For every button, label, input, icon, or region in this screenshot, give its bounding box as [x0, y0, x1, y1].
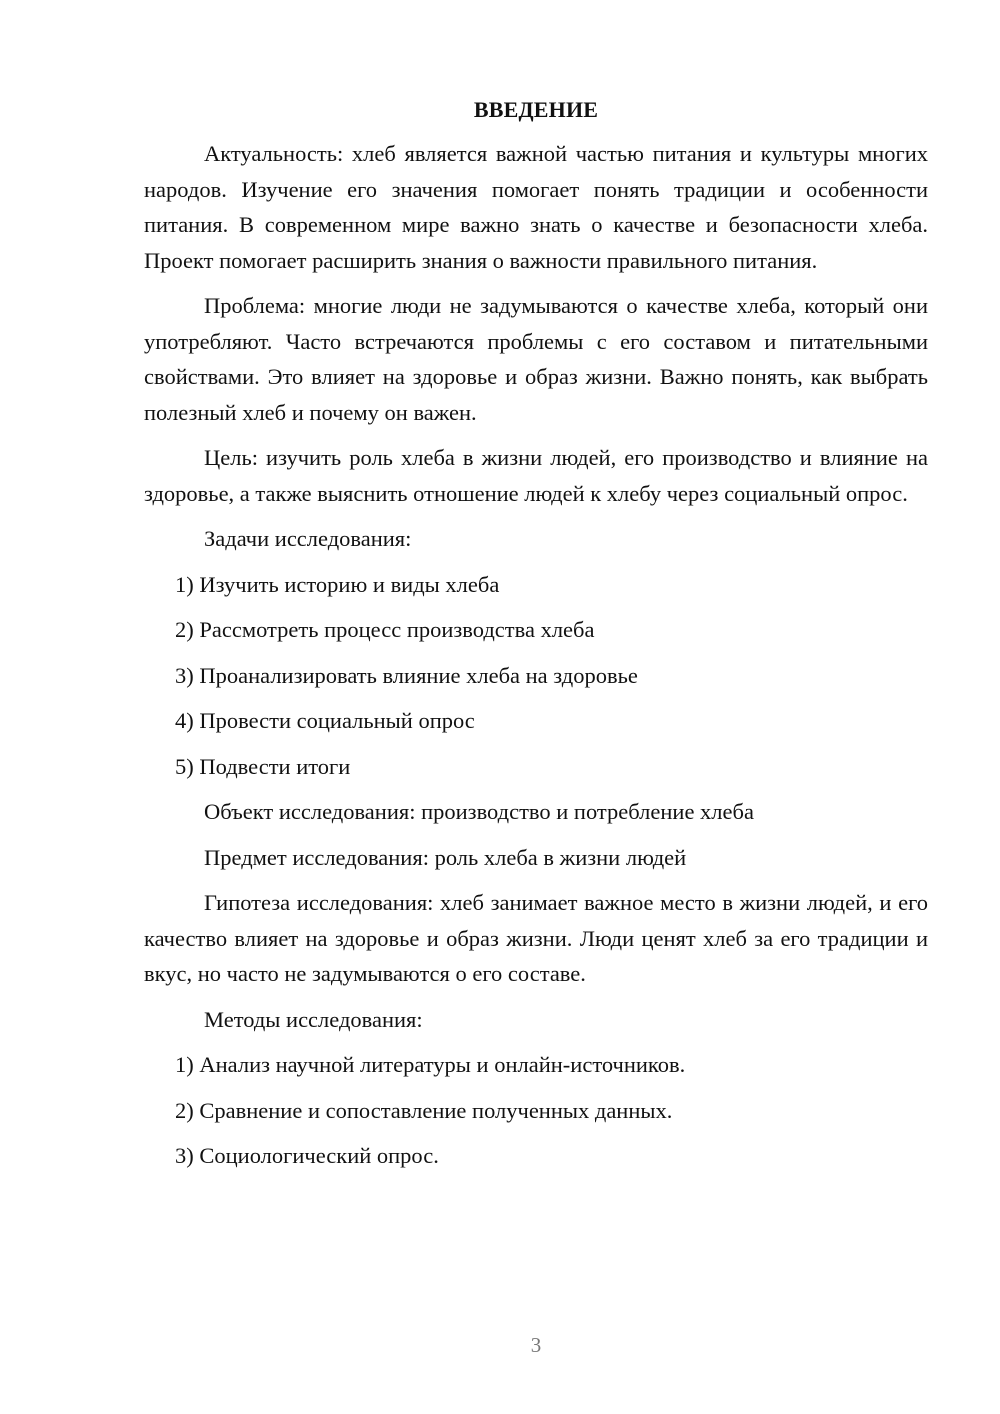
method-item: 3) Социологический опрос. — [175, 1143, 439, 1168]
task-item: 4) Провести социальный опрос — [175, 708, 475, 733]
task-item: 3) Проанализировать влияние хлеба на здоровье — [175, 662, 638, 688]
document-page — [144, 94, 928, 1184]
task-item: 1) Изучить историю и виды хлеба — [175, 571, 500, 597]
section-title: ВВЕДЕНИЕ — [473, 97, 599, 122]
task-item: 2) Рассмотреть процесс производства хлеба — [175, 617, 595, 642]
page-number: 3 — [530, 1333, 542, 1357]
methods-heading: Методы исследования: — [204, 1006, 423, 1032]
relevance-paragraph: Актуальность: хлеб является важной частью питания и культуры многих народов. Изучение его значения помогает понять традиции и особенности питания. В современном мире важно знать о качестве и безопасности хлеба. Проект помогает расширить знания о важности правильного питания. — [144, 141, 928, 273]
goal-paragraph: Цель: изучить роль хлеба в жизни людей, его производство и влияние на здоровье, а также выяснить отношение людей к хлебу через социальный опрос. — [144, 445, 928, 506]
object-line: Объект исследования: производство и потребление хлеба — [204, 799, 754, 824]
problem-paragraph: Проблема: многие люди не задумываются о качестве хлеба, который они употребляют. Часто встречаются проблемы с его составом и питательными свойствами. Это влияет на здоровье и образ жизни. Важно понять, как выбрать полезный хлеб и почему он важен. — [144, 293, 928, 425]
method-item: 2) Сравнение и сопоставление полученных данных. — [175, 1097, 673, 1123]
hypothesis-paragraph: Гипотеза исследования: хлеб занимает важное место в жизни людей, и его качество влияет на здоровье и образ жизни. Люди ценят хлеб за его традиции и вкус, но часто не задумываются о его составе. — [144, 890, 928, 986]
subject-line: Предмет исследования: роль хлеба в жизни людей — [204, 844, 687, 870]
task-item: 5) Подвести итоги — [175, 753, 351, 779]
method-item: 1) Анализ научной литературы и онлайн-источников. — [175, 1052, 686, 1077]
tasks-heading: Задачи исследования: — [204, 526, 412, 551]
